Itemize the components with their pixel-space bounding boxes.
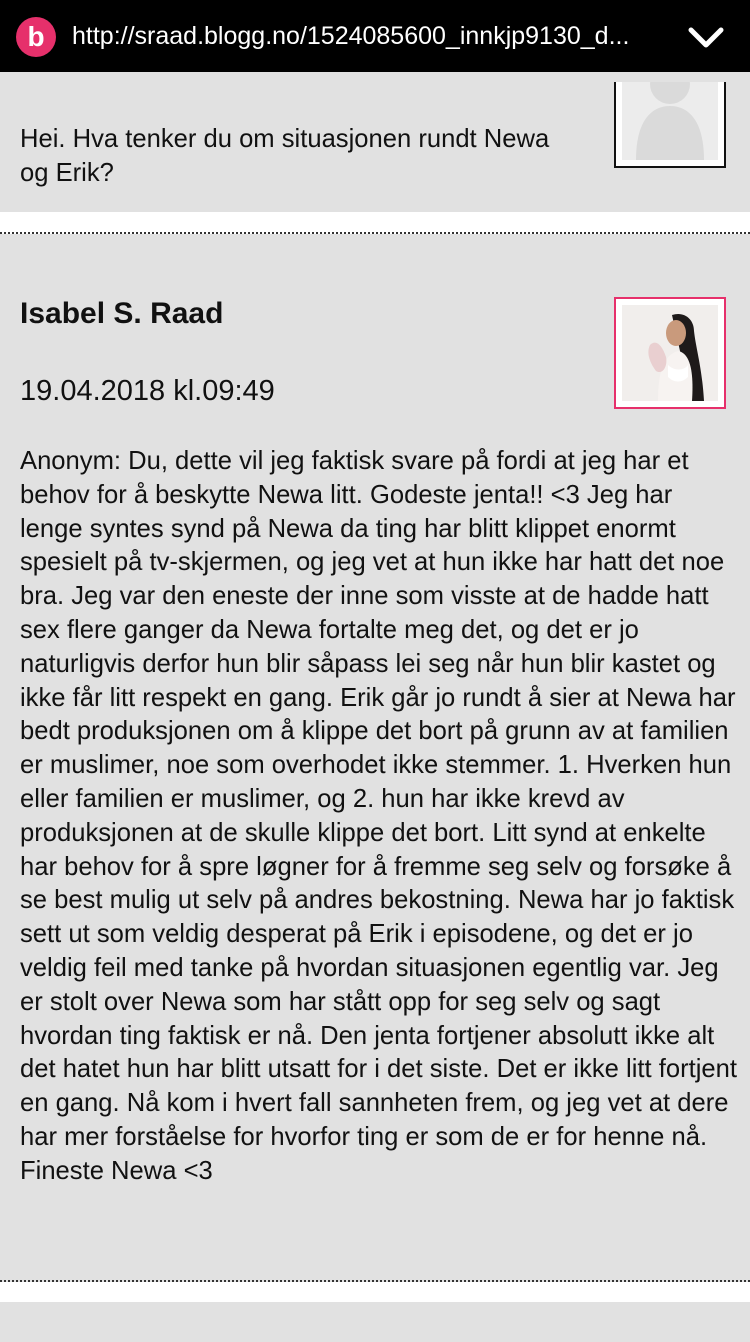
comment-text: Hei. Hva tenker du om situasjonen rundt Newa og Erik?: [20, 125, 550, 187]
comment-date: 19.04.2018 kl.09:49: [20, 375, 275, 407]
url-address[interactable]: http://sraad.blogg.no/1524085600_innkjp9130_d...: [72, 22, 630, 50]
svg-text:b: b: [27, 21, 45, 52]
blogg-logo-icon[interactable]: [16, 17, 56, 57]
chevron-down-icon[interactable]: [686, 22, 726, 54]
avatar[interactable]: [614, 297, 726, 409]
browser-top-bar: [0, 0, 750, 72]
comment-card: [0, 1302, 750, 1342]
comment-divider: [0, 1280, 750, 1282]
comment-author[interactable]: Isabel S. Raad: [20, 297, 224, 330]
comment-text: Anonym: Du, dette vil jeg faktisk svare på fordi at jeg har et behov for å beskytte Newa litt. Godeste jenta!! <3 Jeg har lenge syntes synd på Newa da ting har blitt klippet enormt spesielt på tv-skjermen, og jeg vet at hun ikke har hatt det noe bra. Jeg var den eneste der inne som visste at de hadde hatt sex flere ganger da Newa fortalte meg det, og det er jo naturligvis derfor hun blir såpass lei seg når hun blir kastet og ikke får litt respekt en gang. Erik går jo rundt å sier at Newa har bedt produksjonen om å klippe det bort på grunn av at familien er muslimer, noe som overhodet ikke stemmer. 1. Hverken hun eller familien er muslimer, og 2. hun har ikke krevd av produksjonen at de skulle klippe det bort. Litt synd at enkelte har behov for å spre løgner for å fremme seg selv og forsøke å se best mulig ut selv på andres bekostning. Newa har jo faktisk sett ut som veldig desperat på Erik i episodene, og det er jo veldig feil med tanke på hvordan situasjonen egentlig var. Jeg er stolt over Newa som har stått opp for seg selv og sagt hvordan ting faktisk er nå. Den jenta fortjener absolutt ikke alt det hatet hun har blitt utsatt for i det siste. Det er ikke litt fortjent en gang. Nå kom i hvert fall sannheten frem, og jeg vet at dere har mer forståelse for hvorfor ting er som de er for henne nå. Fineste Newa <3: [20, 447, 737, 1185]
author-photo: [622, 305, 718, 401]
